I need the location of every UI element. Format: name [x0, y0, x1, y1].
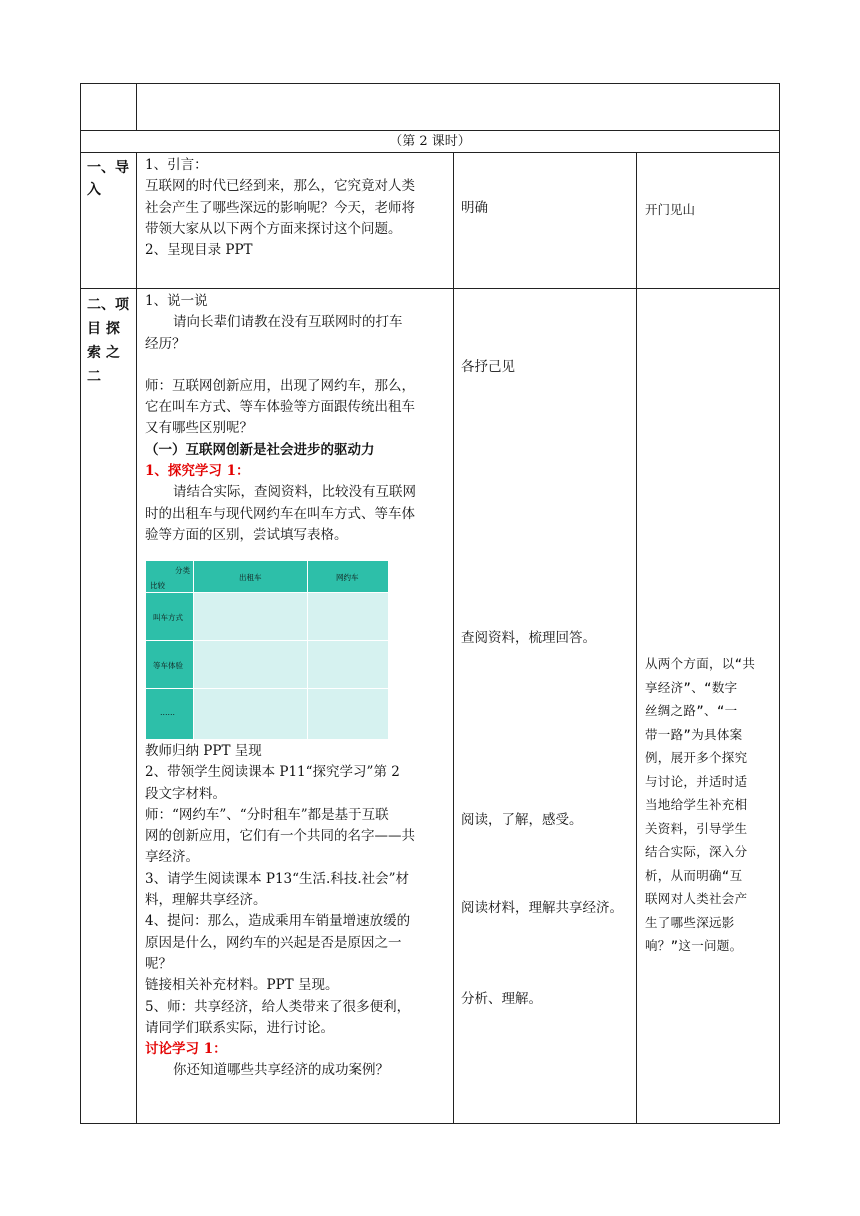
explore-line-27: 你还知道哪些共享经济的成功案例？ — [173, 1062, 389, 1079]
table-border-top — [80, 83, 780, 84]
intro-line-4: 带领大家从以下两个方面来探讨这个问题。 — [145, 220, 402, 237]
table-col-divider-1b — [136, 152, 137, 1124]
explore-line-18: 3、请学生阅读课本 P13“生活.科技.社会”材 — [145, 870, 410, 887]
intro-content — [145, 155, 450, 261]
explore-line-19: 料，理解共享经济。 — [145, 892, 267, 909]
comparison-corner-top: 分类 — [175, 566, 190, 575]
explore-section-label — [87, 293, 133, 389]
design-line-3: 丝绸之路”、“一 — [645, 703, 738, 718]
design-line-11: 联网对人类社会产 — [645, 891, 748, 906]
design-line-6: 与讨论，并适时适 — [645, 773, 748, 789]
design-line-5: 例，展开多个探究 — [645, 750, 748, 765]
table-col-divider-2 — [453, 152, 454, 1124]
table-border-bottom — [80, 1123, 780, 1124]
intro-student-activity: 明确 — [461, 200, 488, 216]
design-line-9: 结合实际，深入分 — [645, 844, 748, 859]
explore-line-16: 网的创新应用，它们有一个共同的名字——共 — [145, 828, 415, 845]
comparison-col-taxi: 出租车 — [239, 573, 262, 582]
comparison-row-waiting: 等车体验 — [153, 661, 183, 670]
explore-line-20: 4、提问：那么，造成乘用车销量增速放缓的 — [145, 913, 411, 930]
explore-student-3: 阅读，了解，感受。 — [461, 812, 583, 828]
explore-student-4: 阅读材料，理解共享经济。 — [461, 900, 623, 916]
explore-line-2: 请向长辈们请教在没有互联网时的打车 — [173, 314, 403, 331]
session-label: （第 2 课时） — [389, 134, 471, 149]
table-col-divider-3 — [636, 152, 637, 1124]
intro-line-3: 社会产生了哪些深远的影响呢？今天，老师将 — [145, 199, 415, 216]
table-border-row3 — [80, 288, 780, 289]
design-line-12: 生了哪些深远影 — [645, 914, 735, 930]
explore-label-line-3: 索 之 — [87, 345, 120, 361]
explore-line-14: 段文字材料。 — [145, 785, 226, 802]
design-line-8: 关资料，引导学生 — [645, 820, 748, 836]
explore-design-intent — [645, 652, 777, 958]
explore-line-3: 经历？ — [145, 335, 186, 352]
intro-section-label — [87, 157, 133, 201]
design-line-1: 从两个方面，以“共 — [645, 656, 756, 671]
explore-label-line-2: 目 探 — [87, 321, 120, 337]
intro-label-line-1: 一、导 — [87, 160, 129, 176]
explore-student-1: 各抒己见 — [461, 359, 515, 375]
explore-line-12: 教师归纳 PPT 呈现 — [145, 743, 262, 759]
explore-subheading: （一）互联网创新是社会进步的驱动力 — [145, 441, 375, 458]
intro-design-intent: 开门见山 — [645, 202, 696, 217]
explore-line-17: 享经济。 — [145, 849, 199, 866]
design-line-2: 享经济”、“数字 — [645, 679, 738, 695]
intro-line-2: 互联网的时代已经到来，那么，它究竟对人类 — [145, 178, 415, 195]
explore-line-24: 5、师：共享经济，给人类带来了很多便利， — [145, 998, 411, 1015]
explore-line-25: 请同学们联系实际，进行讨论。 — [145, 1019, 334, 1036]
explore-line-13: 2、带领学生阅读课本 P11“探究学习”第 2 — [145, 764, 400, 781]
comparison-row-calling: 叫车方式 — [153, 613, 183, 622]
explore-line-10: 时的出租车与现代网约车在叫车方式、等车体 — [145, 505, 415, 522]
design-line-13: 响？”这一问题。 — [645, 938, 743, 953]
explore-line-22: 呢？ — [145, 955, 172, 972]
comparison-corner-bottom: 比较 — [150, 581, 165, 590]
explore-student-2: 查阅资料，梳理回答。 — [461, 630, 596, 646]
table-border-row2 — [80, 152, 780, 153]
explore-inquiry-heading: 1、探究学习 1： — [145, 463, 250, 480]
explore-line-6: 又有哪些区别呢？ — [145, 420, 253, 437]
explore-line-23: 链接相关补充材料。PPT 呈现。 — [145, 977, 339, 994]
intro-line-5: 2、呈现目录 PPT — [145, 242, 253, 259]
explore-content-top — [145, 291, 450, 546]
explore-line-5: 它在叫车方式、等车体验等方面跟传统出租车 — [145, 399, 415, 416]
explore-line-4: 师：互联网创新应用，出现了网约车，那么， — [145, 377, 415, 394]
intro-label-line-2: 入 — [87, 182, 101, 198]
explore-label-line-1: 二、项 — [87, 297, 129, 313]
table-col-divider-1 — [136, 83, 137, 131]
intro-line-1: 1、引言： — [145, 157, 208, 173]
explore-label-line-4: 二 — [87, 369, 101, 385]
design-line-7: 当地给学生补充相 — [645, 797, 748, 812]
table-border-right — [779, 83, 780, 1124]
table-border-left — [80, 83, 81, 1124]
explore-content-bottom — [145, 741, 450, 1082]
explore-line-15: 师：“网约车”、“分时租车”都是基于互联 — [145, 806, 389, 823]
explore-line-9: 请结合实际，查阅资料，比较没有互联网 — [173, 484, 416, 501]
comparison-table — [145, 561, 389, 739]
explore-line-21: 原因是什么，网约车的兴起是否是原因之一 — [145, 934, 402, 951]
explore-line-1: 1、说一说 — [145, 293, 208, 309]
design-line-4: 带一路”为具体案 — [645, 726, 743, 742]
explore-line-11: 验等方面的区别，尝试填写表格。 — [145, 526, 348, 543]
comparison-col-ridehail: 网约车 — [336, 573, 359, 582]
design-line-10: 析，从而明确“互 — [645, 867, 743, 883]
comparison-row-more: …… — [160, 708, 175, 717]
explore-student-5: 分析、理解。 — [461, 991, 542, 1007]
explore-discussion-heading: 讨论学习 1： — [145, 1041, 227, 1058]
